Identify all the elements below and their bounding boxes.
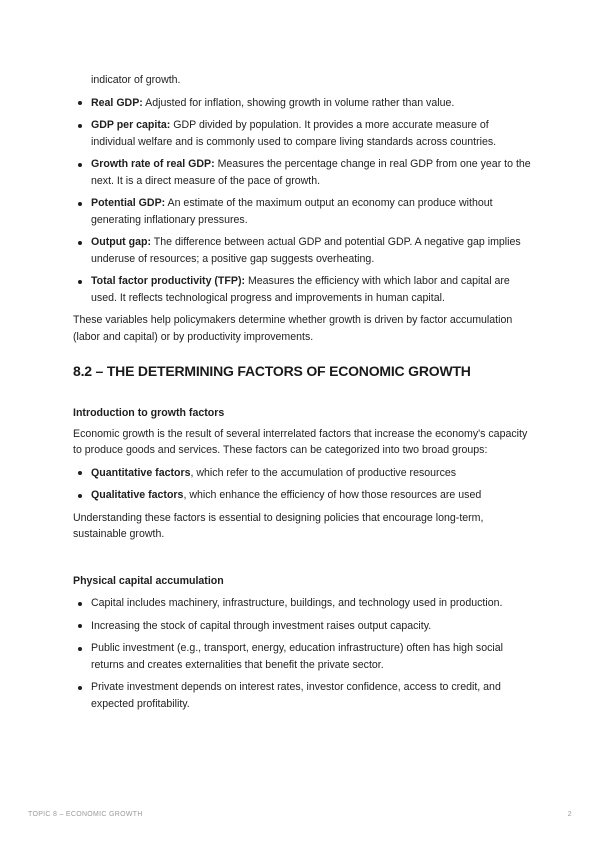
factor-group-term: Quantitative factors [91, 466, 191, 479]
indicator-item-tfp [73, 273, 535, 306]
indicator-desc: Adjusted for inflation, showing growth in volume rather than value. [145, 96, 455, 109]
indicator-term: GDP per capita: [91, 119, 171, 131]
indicator-item-real-gdp [73, 95, 535, 112]
groups-summary: Understanding these factors is essential to designing policies that encourage long-term, sustainable growth. [73, 511, 484, 540]
indicator-term: Potential GDP: [91, 197, 166, 209]
indicator-desc: GDP divided by population. It provides a more accurate measure of individual welfare and is commonly used to compare living standards across countries. [91, 119, 497, 148]
continued-text: indicator of growth. [91, 74, 181, 86]
indicator-item-output-gap [73, 234, 535, 267]
indicator-desc: Measures the efficiency with which labor and capital are used. It reflects technological progress and improvements in human capital. [91, 275, 510, 304]
factor-group-qualitative [73, 487, 535, 504]
indicator-desc: Measures the percentage change in real GDP from one year to the next. It is a direct measure of the pace of growth. [91, 158, 531, 187]
indicator-desc: The difference between actual GDP and potential GDP. A negative gap implies underuse of resources; a positive gap suggests overheating. [91, 236, 521, 265]
factor-group-quantitative [73, 465, 535, 482]
indicator-item-gdp-per-capita [73, 117, 535, 150]
capital-point: Private investment depends on interest rates, investor confidence, access to credit, and expected profitability. [73, 679, 535, 712]
capital-heading: Physical capital accumulation [73, 574, 224, 587]
indicator-desc: An estimate of the maximum output an economy can produce without generating inflationary pressures. [91, 197, 493, 226]
intro-paragraph: Economic growth is the result of several interrelated factors that increase the economy's capacity to produce goods and services. These factors can be categorized into two broad groups: [73, 427, 528, 456]
indicator-item-potential-gdp [73, 195, 535, 228]
factor-group-term: Qualitative factors [91, 489, 184, 501]
factor-group-desc: , which refer to the accumulation of productive resources [190, 466, 457, 479]
page-number: 2 [567, 811, 572, 818]
capital-point: Public investment (e.g., transport, energy, education infrastructure) often has high social returns and creates externalities that benefit the private sector. [73, 640, 535, 673]
indicators-summary: These variables help policymakers determine whether growth is driven by factor accumulation (labor and capital) or by productivity improvements. [73, 314, 513, 343]
indicator-term: Total factor productivity (TFP): [91, 275, 245, 287]
intro-heading: Introduction to growth factors [73, 407, 225, 419]
factor-group-desc: , which enhance the efficiency of how those resources are used [183, 489, 482, 501]
capital-point: Capital includes machinery, infrastructure, buildings, and technology used in production. [73, 595, 535, 612]
page-content [73, 72, 535, 718]
indicator-term: Output gap: [91, 236, 152, 248]
capital-point: Increasing the stock of capital through investment raises output capacity. [73, 618, 535, 635]
indicator-item-growth-rate [73, 156, 535, 189]
indicator-list [73, 95, 535, 307]
factor-groups-list [73, 465, 535, 504]
capital-points-list [73, 595, 535, 712]
section-title: 8.2 – THE DETERMINING FACTORS OF ECONOMIC GROWTH [73, 363, 471, 379]
indicator-term: Real GDP: [91, 96, 143, 109]
indicator-term: Growth rate of real GDP: [91, 158, 215, 170]
footer-topic: TOPIC 8 – ECONOMIC GROWTH [28, 811, 143, 818]
